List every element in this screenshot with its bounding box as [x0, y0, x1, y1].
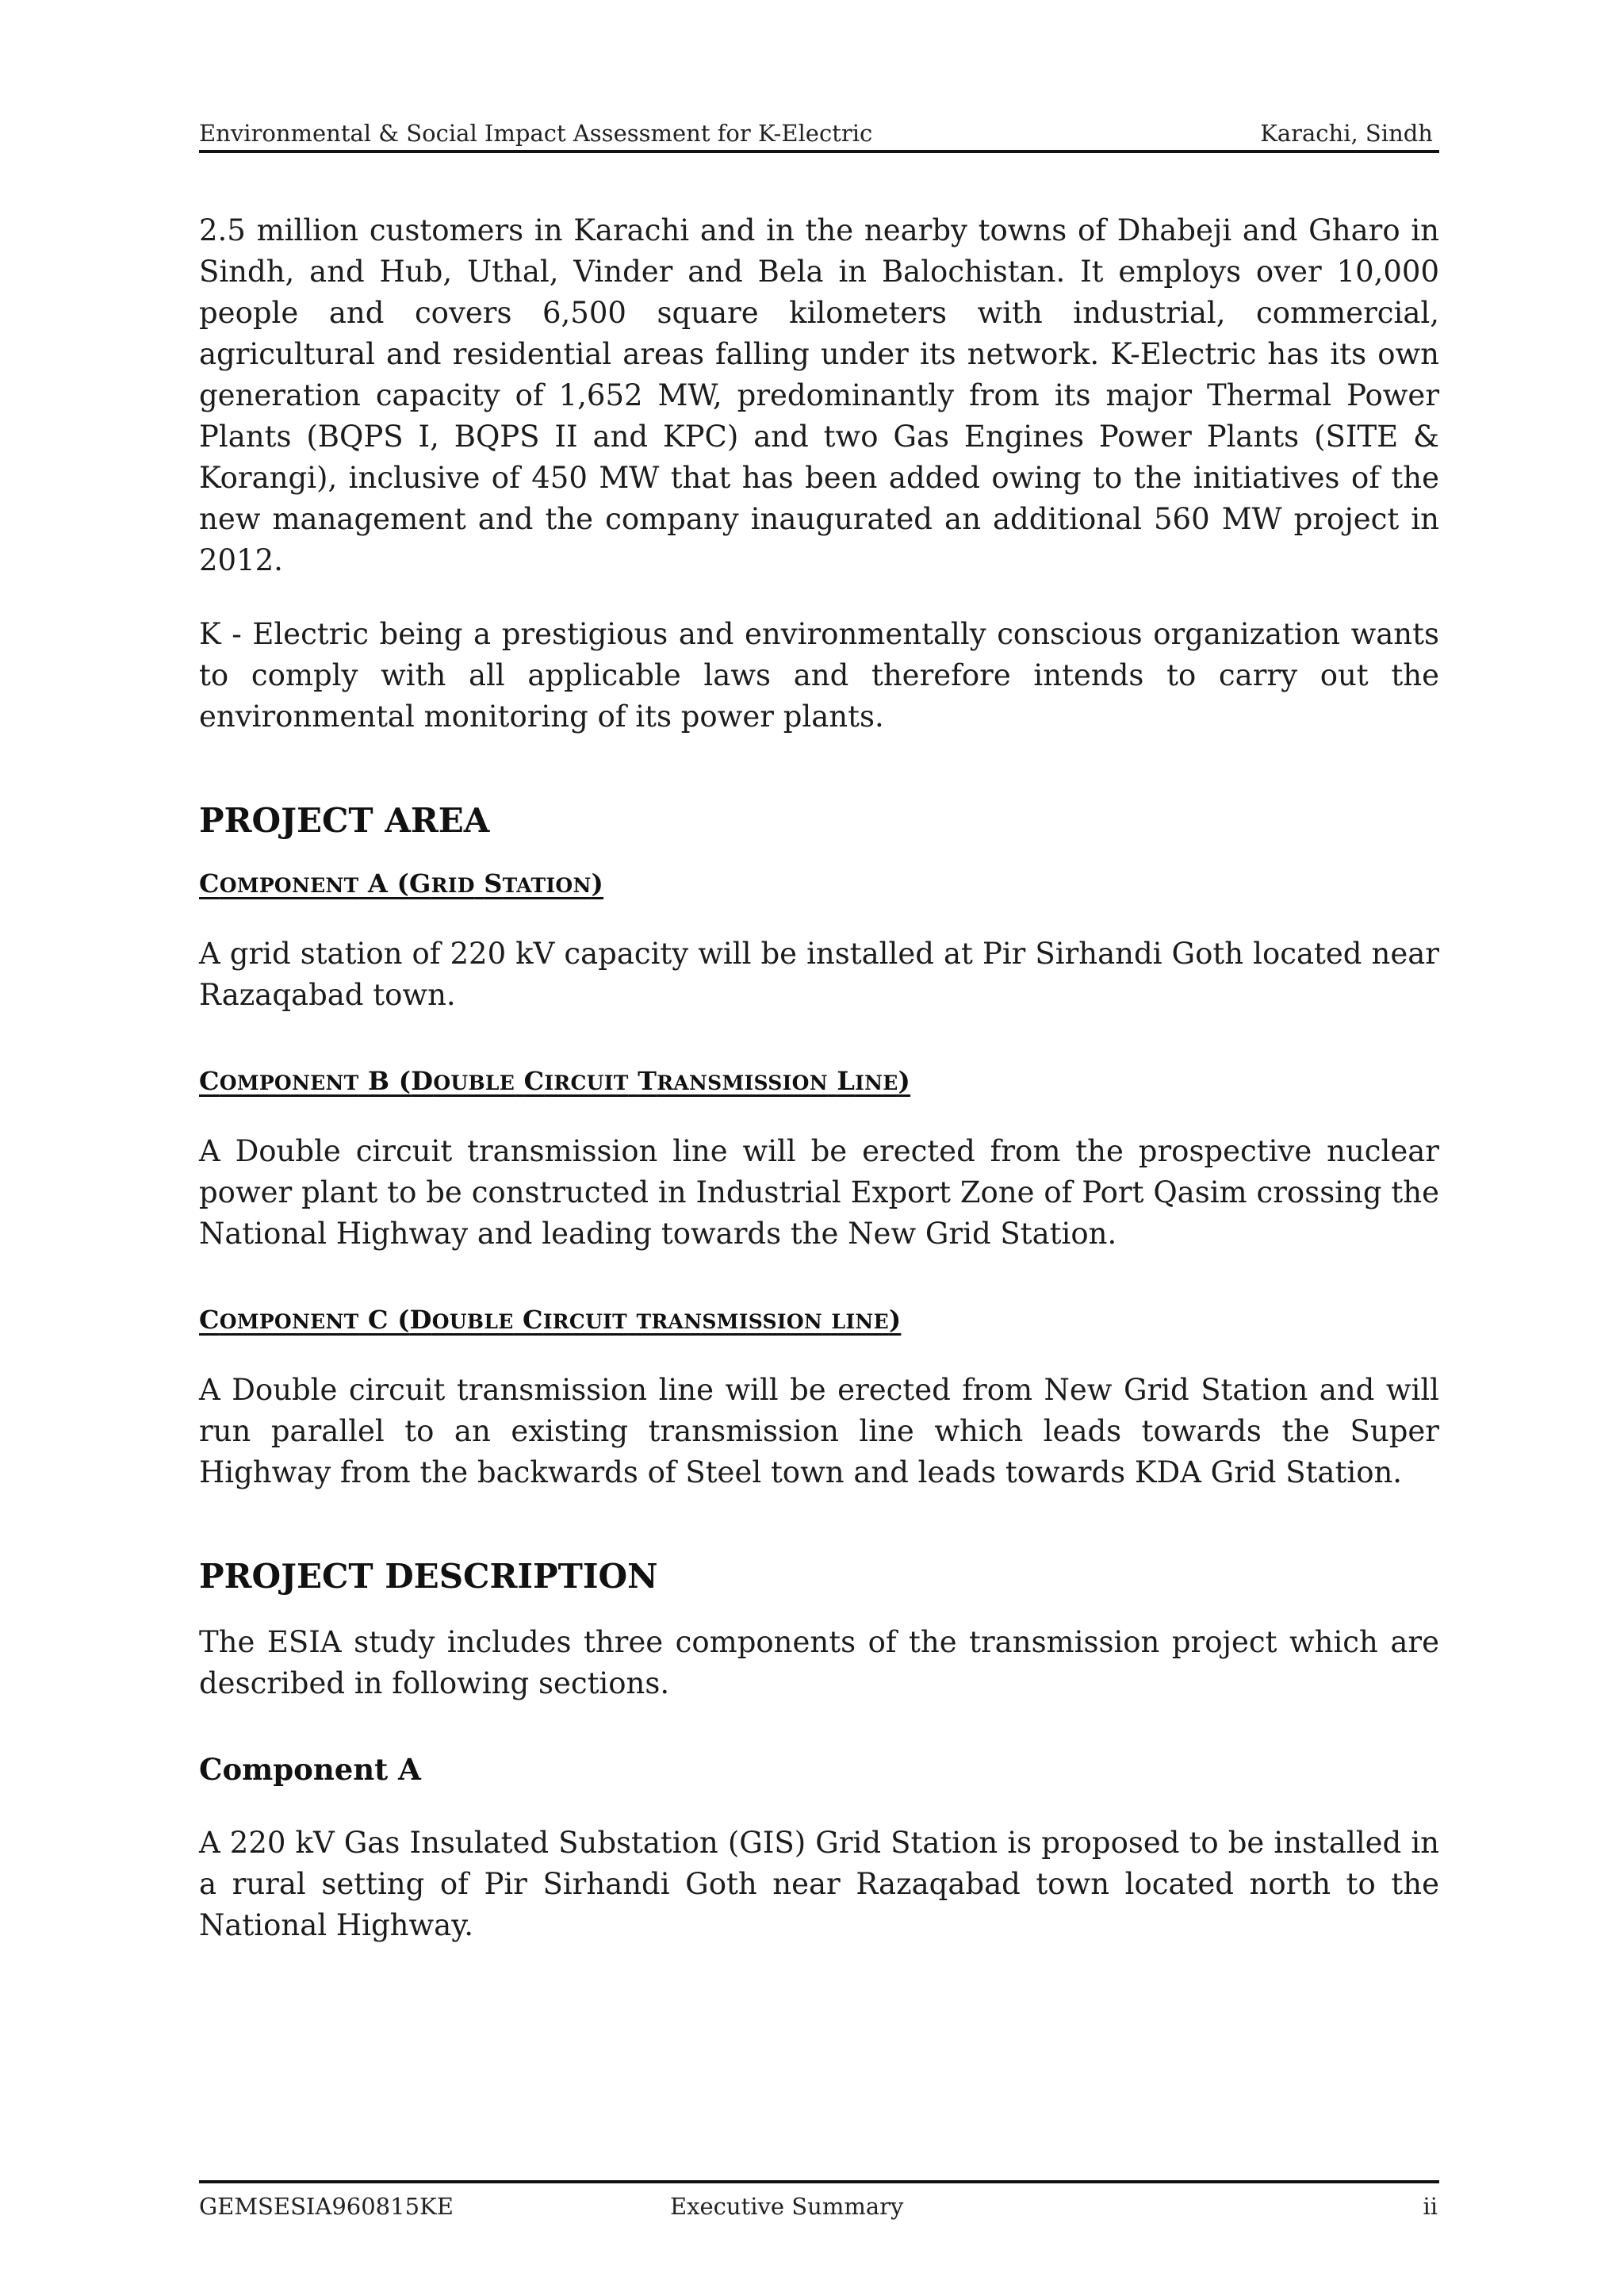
page-footer	[199, 2180, 1439, 2218]
description-component-a-text: A 220 kV Gas Insulated Substation (GIS) Grid Station is proposed to be installed in a rural setting of Pir Sirhandi Goth near Razaqabad town located north to the National Highway.	[199, 1826, 1439, 1942]
component-a-heading: COMPONENT A (GRID STATION)	[199, 868, 604, 899]
intro-paragraph-2: K - Electric being a prestigious and environmentally conscious organization wants to comply with all applicable laws and therefore intends to carry out the environmental monitoring of its power plants.	[199, 617, 1439, 734]
project-description-heading: PROJECT DESCRIPTION	[199, 1557, 658, 1596]
intro-paragraph-1: 2.5 million customers in Karachi and in the nearby towns of Dhabeji and Gharo in Sindh, and Hub, Uthal, Vinder and Bela in Balochistan. It employs over 10,000 people and covers 6,500 square kilometers with industrial, commercial, agricultural and residential areas falling under its network. K-Electric has its own generation capacity of 1,652 MW, predominantly from its major Thermal Power Plants (BQPS I, BQPS II and KPC) and two Gas Engines Power Plants (SITE & Korangi), inclusive of 450 MW that has been added owing to the initiatives of the new management and the company inaugurated an additional 560 MW project in 2012.	[199, 213, 1439, 577]
component-c-heading: COMPONENT C (DOUBLE CIRCUIT TRANSMISSION LINE)	[199, 1305, 902, 1335]
component-b-heading: COMPONENT B (DOUBLE CIRCUIT TRANSMISSION LINE)	[199, 1066, 911, 1096]
component-a-text: A grid station of 220 kV capacity will be installed at Pir Sirhandi Goth located near Razaqabad town.	[199, 937, 1439, 1012]
header-location: Karachi, Sindh	[1260, 120, 1433, 147]
project-area-heading: PROJECT AREA	[199, 801, 490, 840]
footer-doc-code: GEMSESIA960815KE	[199, 2193, 454, 2220]
footer-page-number: ii	[1423, 2193, 1438, 2220]
page-content	[199, 210, 1439, 1946]
component-b-text: A Double circuit transmission line will be erected from the prospective nuclear power plant to be constructed in Industrial Export Zone of Port Qasim crossing the National Highway and leading towards the New Grid Station.	[199, 1134, 1439, 1251]
page-header	[199, 117, 1439, 153]
header-title: Environmental & Social Impact Assessment for K-Electric	[199, 120, 873, 147]
project-description-text: The ESIA study includes three components of the transmission project which are described in following sections.	[199, 1625, 1439, 1700]
component-c-text: A Double circuit transmission line will be erected from New Grid Station and will run parallel to an existing transmission line which leads towards the Super Highway from the backwards of Steel town and leads towards KDA Grid Station.	[199, 1373, 1439, 1489]
footer-section: Executive Summary	[670, 2193, 904, 2220]
description-component-a-heading: Component A	[199, 1752, 421, 1787]
